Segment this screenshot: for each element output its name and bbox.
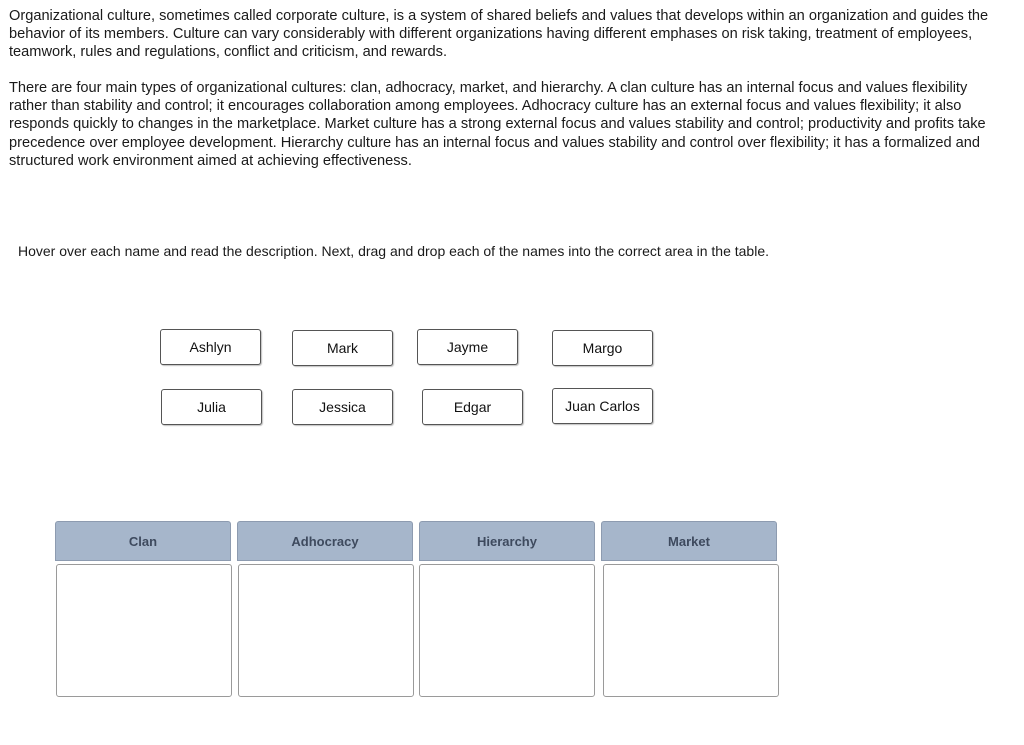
name-chip-margo[interactable]: Margo bbox=[552, 330, 653, 366]
column-header-clan: Clan bbox=[55, 521, 231, 561]
name-chip-ashlyn[interactable]: Ashlyn bbox=[160, 329, 261, 365]
drop-zone-adhocracy[interactable] bbox=[238, 564, 414, 697]
intro-paragraph-1: Organizational culture, sometimes called corporate culture, is a system of shared beliefs and values that develops within an organization and guides the behavior of its members. Culture can vary considerably with different organizations having different emphases on risk taking, treatment of employees, teamwork, rules and regulations, conflict and criticism, and rewards. bbox=[9, 8, 989, 61]
drop-zone-market[interactable] bbox=[603, 564, 779, 697]
column-header-market: Market bbox=[601, 521, 777, 561]
instructions: Hover over each name and read the description. Next, drag and drop each of the names into the correct area in the table. bbox=[18, 243, 770, 259]
name-chip-jayme[interactable]: Jayme bbox=[417, 329, 518, 365]
intro-paragraph-2: There are four main types of organizational cultures: clan, adhocracy, market, and hierarchy. A clan culture has an internal focus and values flexibility rather than stability and control; it encourages collaboration among employees. Adhocracy culture has an external focus and values flexibility; it also responds quickly to changes in the marketplace. Market culture has a strong external focus and values stability and control; productivity and profits take precedence over employee development. Hierarchy culture has an internal focus and values stability and control over flexibility; it has a formalized and structured work environment aimed at achieving effectiveness. bbox=[9, 80, 986, 169]
drop-zone-hierarchy[interactable] bbox=[419, 564, 595, 697]
drop-zone-clan[interactable] bbox=[56, 564, 232, 697]
column-header-adhocracy: Adhocracy bbox=[237, 521, 413, 561]
name-chip-juan-carlos[interactable]: Juan Carlos bbox=[552, 388, 653, 424]
name-chip-edgar[interactable]: Edgar bbox=[422, 389, 523, 425]
name-chip-mark[interactable]: Mark bbox=[292, 330, 393, 366]
name-chip-julia[interactable]: Julia bbox=[161, 389, 262, 425]
column-header-hierarchy: Hierarchy bbox=[419, 521, 595, 561]
name-chip-jessica[interactable]: Jessica bbox=[292, 389, 393, 425]
